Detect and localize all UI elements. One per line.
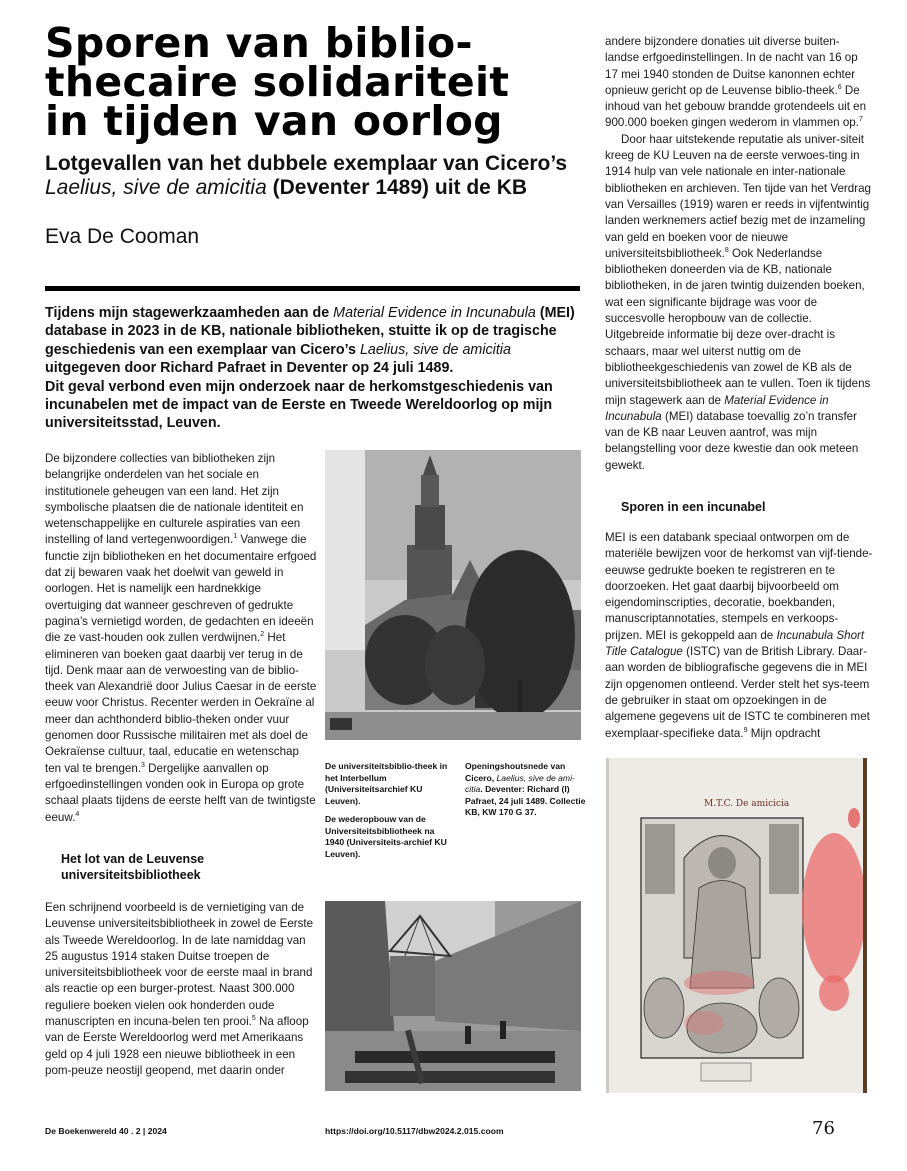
body-text: Door haar uitstekende reputatie als univer-siteit kreeg de KU Leuven na de eerste verwoes-ting in 1914 hulp van vele nationale en inter-nationale bibliotheken en archieven. Ten tijde van het Verdrag van Versailles (1919) waren er reeds in vijfentwintig landen werknemers actief bezig met de inzameling van geld en boeken voor de nieuwe universiteitsbibliotheek.: [605, 132, 871, 260]
article-title: [45, 19, 585, 145]
footnote-ref[interactable]: 7: [858, 116, 863, 124]
paragraph: [45, 451, 317, 826]
section-heading-incunabel: Sporen in een incunabel: [621, 500, 766, 514]
body-text: Het elimineren van boeken gaat daarbij ver terug in de tijd. Denk maar aan de verwoesting van de biblio-theek van Alexandrië door Julius Caesar in de eerste eeuw voor Christus. Recenter werden in Oekraïne al meer dan achthonderd biblio-theken onder vuur genomen door Russische militairen met als doel de Oekraïense cultuur, taal, educatie en wetenschap ten val te brengen.: [45, 631, 317, 775]
body-column-3: [605, 34, 873, 474]
caption-text: . Deventer: Richard (I) Pafraet, 24 juli 1489. Collectie KB, KW 170 G 37.: [465, 784, 586, 818]
author-name: Eva De Cooman: [45, 225, 200, 248]
paragraph: [605, 34, 873, 132]
subtitle-text: Lotgevallen van het dubbele exemplaar van Cicero’s: [45, 152, 568, 175]
paragraph: [605, 132, 873, 474]
section-heading-leuven: Het lot van de Leuvense universiteitsbibliotheek: [61, 852, 205, 882]
journal-citation: De Boekenwereld 40 . 2 | 2024: [45, 1126, 167, 1136]
body-italic: Material Evidence in Incunabula: [605, 393, 829, 423]
lead-text: uitgegeven door Richard Pafraet in Deventer op 24 juli 1489.: [45, 360, 454, 377]
body-text: Na afloop van de Eerste Wereldoorlog werd met Amerikaans geld op 4 juli 1928 een nieuwe bibliotheek in een pom-peuze neostijl geopend, met daarin onder: [45, 1015, 309, 1077]
article-subtitle: [45, 152, 585, 200]
subtitle-italic: Laelius, sive de amicitia: [45, 176, 267, 199]
footnote-ref[interactable]: 2: [260, 631, 265, 639]
body-text: (ISTC) van de British Library. Daar-aan worden de bibliografische gegevens die in MEI zijn opgenomen ontleend. Verder stelt het sys-teem de gebruiker in staat om opzoekingen in de algemene gegevens uit de ISTC te combineren met exemplaar-specifieke data.: [605, 645, 870, 740]
footnote-ref[interactable]: 1: [233, 533, 238, 541]
body-text: MEI is een databank speciaal ontworpen om de materiële bewijzen voor de herkomst van vijf-tiende-eeuwse gedrukte boeken te registreren en te doorzoeken. Het gaat daarbij bijvoorbeeld om eigendominscripties, decoratie, boekbanden, manuscriptannotaties, stempels en verkoops-prijzen. MEI is gekoppeld aan de: [605, 531, 873, 642]
lead-paragraph: [45, 304, 585, 433]
paragraph: [605, 530, 873, 742]
caption-text: Openingshoutsnede van Cicero,: [465, 761, 566, 783]
body-text: (MEI) database toevallig zo’n transfer van de KB naar Leuven aantrof, was mijn belangstelling voor deze kwestie dan ook meteen gewekt.: [605, 409, 859, 472]
body-column-3-continued: [605, 530, 873, 742]
woodcut-heading-text: M.T.C. De amicicia: [704, 799, 790, 809]
page-number: 76: [812, 1118, 835, 1139]
footnote-ref[interactable]: 3: [141, 761, 145, 769]
lead-text: (MEI) database in 2023 in de KB, nationale bibliotheken, stuitte ik op de tragische geschiedenis van een exemplaar van Cicero’s: [45, 305, 575, 358]
footnote-ref[interactable]: 5: [251, 1015, 256, 1023]
woodcut-image: [609, 758, 863, 1093]
photo-caption-interbellum: De universiteitsbiblio-theek in het Interbellum (Universiteitsarchief KU Leuven).: [325, 761, 448, 806]
body-text: Dergelijke aanvallen op erfgoedinstellingen vonden ook in Europa op grote schaal plaats tijdens de eerste helft van de twintigste eeuw.: [45, 761, 316, 824]
footnote-ref[interactable]: 4: [75, 810, 80, 818]
body-text: De bijzondere collecties van bibliotheken zijn belangrijke onderdelen van het sociale en institutionele geheugen van een land. Het zijn symbolische plaatsen die de nationale identiteit en wetenschappelijke en culturele aspiraties van een instelling of land vertegenwoordigen.: [45, 452, 304, 547]
photo-caption-rebuild: De wederopbouw van de Universiteitsbibliotheek na 1940 (Universiteits-archief KU Leuven).: [325, 814, 447, 859]
lead-text: Tijdens mijn stagewerkzaamheden aan de: [45, 305, 334, 321]
footnote-ref[interactable]: 8: [724, 247, 729, 254]
body-text: Mijn opdracht: [747, 726, 821, 740]
lead-italic: Material Evidence in Incunabula: [333, 305, 536, 321]
footnote-ref[interactable]: 6: [837, 84, 842, 92]
body-column-1: [45, 451, 317, 826]
photo-caption-woodcut: [465, 761, 590, 819]
caption-italic: Laelius, sive de ami-citia: [465, 772, 575, 795]
title-divider: [45, 286, 580, 291]
body-text: De inhoud van het gebouw brandde grotendeels uit en 900.000 boeken gingen wederom in vlammen op.: [605, 83, 867, 130]
body-text: Vanwege die functie zijn bibliotheken en het documentaire erfgoed dat zij bewaren vaak het doelwit van geweld in oorlogen. Het is namelijk een hardnekkige overtuiging dat wanneer geschreven of gedrukte pagina’s vernietigd worden, de gedachten en ideeën die ze vast-houden ook zullen verdwijnen.: [45, 533, 317, 645]
body-text: Een schrijnend voorbeeld is de vernietiging van de Leuvense universiteitsbibliotheek in zowel de Eerste als Tweede Wereldoorlog. In de late namiddag van 25 augustus 1914 staken Duitse troepen de universiteitsbibliotheek voor de eerste maal in brand als reactie op een burger-protest. Naast 300.000 reguliere boeken vielen ook honderden oude manuscripten en incuna-belen ten prooi.: [45, 901, 314, 1029]
title-line: in tijden van oorlog: [45, 97, 503, 145]
footnote-ref[interactable]: 9: [743, 726, 748, 734]
library-building-image: [325, 450, 581, 740]
body-italic: Incunabula Short Title Catalogue: [605, 628, 865, 659]
reconstruction-image: [325, 901, 581, 1091]
woodcut-page-photo: [606, 758, 867, 1093]
library-interbellum-photo: [325, 450, 581, 740]
title-line: Sporen van biblio-: [45, 19, 473, 67]
lead-italic: Laelius, sive de amicitia: [359, 341, 511, 358]
body-text: Ook Nederlandse bibliotheken doneerden via de KB, nationale bibliotheken, in de jaren twintig duizenden boeken, wat een significante bijdrage was voor de succesvolle heropbouw van de collectie. Uitgebreide informatie bij deze over-dracht is schaars, maar wel uiterst nuttig om de bibliotheekgeschiedenis van zowel de KB als de universiteitsbibliotheek aan te vullen. Toen ik tijdens mijn stagewerk aan de: [605, 246, 871, 407]
doi-link[interactable]: https://doi.org/10.5117/dbw2024.2.015.coom: [325, 1126, 504, 1136]
lead-text: Dit geval verbond even mijn onderzoek naar de herkomstgeschiedenis van incunabelen met de impact van de Eerste en Tweede Wereldoorlog op mijn universiteitsstad, Leuven.: [45, 378, 553, 432]
library-reconstruction-photo: [325, 901, 581, 1091]
body-text: andere bijzondere donaties uit diverse buiten-landse erfgoedinstellingen. In de nacht van 16 op 17 mei 1940 stonden de Duitse kanonnen echter opnieuw gericht op de Leuvense biblio-theek.: [605, 35, 858, 97]
subtitle-text: (Deventer 1489) uit de KB: [266, 176, 528, 199]
body-column-1-continued: [45, 900, 317, 1079]
title-line: thecaire solidariteit: [45, 58, 510, 106]
paragraph: [45, 900, 317, 1079]
